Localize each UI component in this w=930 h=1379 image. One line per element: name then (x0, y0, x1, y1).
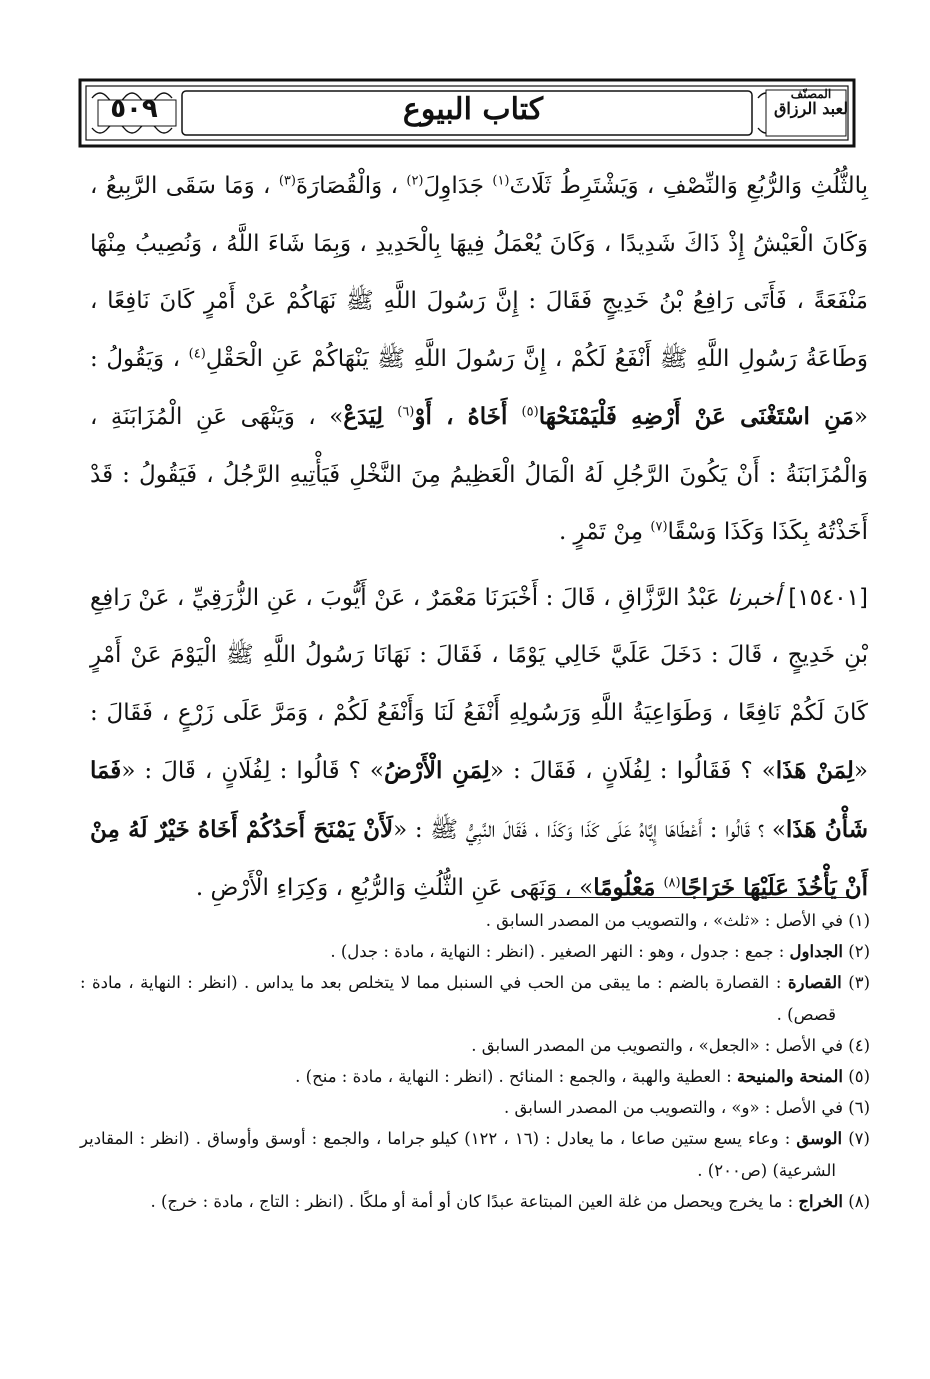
page-header (78, 78, 856, 148)
hadith-quote: لِمَنْ هَذَا (775, 757, 854, 784)
hadith-quote: فَمَا شَأْنُ هَذَا (90, 757, 869, 843)
hadith-quote: لِمَنِ الْأَرْضُ (383, 757, 490, 784)
footnote: (٦) في الأصل : «و» ، والتصويب من المصدر السابق . (503, 1098, 870, 1118)
footnote-ref: (٦) (397, 404, 415, 420)
page-number: ٥٠٩ (110, 94, 158, 124)
book-logo (772, 88, 850, 138)
hadith-entry: [١٥٤٠١] أخبرنا عَبْدُ الرَّزَّاقِ ، قَالَ : أَخْبَرَنَا مَعْمَرٌ ، عَنْ أَيُّوبَ ، عَنِ الزُّرَقِيِّ ، عَنْ رَافِعِ بْنِ خَدِيجٍ ، قَالَ : دَخَلَ عَلَيَّ خَالِي يَوْمًا ، فَقَالَ : نَهَانَا رَسُولُ اللَّهِ ﷺ الْيَوْمَ عَنْ أَمْرٍ كَانَ لَكُمْ نَافِعًا ، وَطَوَاعِيَةُ اللَّهِ وَرَسُولِهِ أَنْفَعُ لَنَا وَأَنْفَعُ لَكُمْ ، وَمَرَّ عَلَى زَرْعٍ ، فَقَالَ : «لِمَنْ هَذَا» ؟ فَقَالُوا : لِفُلَانٍ ، فَقَالَ : «لِمَنِ الْأَرْضُ» ؟ قَالُوا : لِفُلَانٍ ، قَالَ : «فَمَا شَأْنُ هَذَا» ؟ قَالُوا : أَعْطَاهَا إِيَّاهُ عَلَى كَذَا وَكَذَا ، فَقَالَ النَّبِيُّ ﷺ : «لَأَنْ يَمْنَحَ أَحَدُكُمْ أَخَاهُ خَيْرٌ لَهُ مِنْ أَنْ يَأْخُذَ عَلَيْهَا خَرَاجًا$^{(٨)}$ مَعْلُومًا» ، وَنَهَى عَنِ الثُّلُثِ وَالرُّبُعِ ، وَكِرَاءِ الْأَرْضِ . (90, 584, 869, 901)
footnote: (٣) القصارة : القصارة بالضم : ما يبقى من الحب في السنبل مما لا يتخلص بعد ما يداس . (انظر : النهاية ، مادة : قصص) . (80, 973, 871, 1024)
footnote-separator (540, 897, 852, 898)
chapter-title: كتاب البيوع (402, 92, 544, 127)
footnote-ref: (٣) (278, 173, 296, 189)
footnote-ref: (١) (492, 173, 510, 189)
hadith-quote: مَنِ اسْتَغْنَى عَنْ أَرْضِهِ فَلْيَمْنَحْهَا (538, 403, 854, 430)
footnote: (٨) الخراج : ما يخرج ويحصل من غلة العين المبتاعة عبدًا كان أو أمة أو ملكًا . (انظر : التاج ، مادة : خرج) . (150, 1191, 870, 1211)
footnote-ref: (٥) (521, 404, 539, 420)
footnote-ref: (٧) (650, 519, 668, 535)
footnote: (٥) المنحة والمنيحة : العطية والهبة ، والجمع : المنائح . (انظر : النهاية ، مادة : منح) . (295, 1067, 870, 1087)
footnote: (٧) الوسق : وعاء يسع ستين صاعا ، ما يعادل : (١٦ ، ١٢٢) كيلو جراما ، والجمع : أوسق وأوساق . (انظر : المقادير الشرعية) (ص٢٠٠) . (80, 1129, 870, 1180)
footnote: (١) في الأصل : «ثلث» ، والتصويب من المصدر السابق . (485, 911, 870, 930)
footnote-ref: (٢) (406, 173, 424, 189)
logo-line-2: لعبد الرزاق (773, 98, 849, 118)
paragraph-continued: بِالثُّلُثِ وَالرُّبُعِ وَالنِّصْفِ ، وَيَشْتَرِطُ ثَلَاثَ$^{(١)}$ جَدَاوِلَ$^{(٢)}$ ، وَالْقُصَارَةَ$^{(٣)}$ ، وَمَا سَقَى الرَّبِيعُ ، وَكَانَ الْعَيْشُ إِذْ ذَاكَ شَدِيدًا ، وَكَانَ يُعْمَلُ فِيهَا بِالْحَدِيدِ ، وَبِمَا شَاءَ اللَّهُ ، وَنُصِيبُ مِنْهَا مَنْفَعَةً ، فَأَتَى رَافِعُ بْنُ خَدِيجٍ فَقَالَ : إِنَّ رَسُولَ اللَّهِ ﷺ نَهَاكُمْ عَنْ أَمْرٍ كَانَ نَافِعًا ، وَطَاعَةُ رَسُولِ اللَّهِ ﷺ أَنْفَعُ لَكُمْ ، إِنَّ رَسُولَ اللَّهِ ﷺ يَنْهَاكُمْ عَنِ الْحَقْلِ$^{(٤)}$ ، وَيَقُولُ : «مَنِ اسْتَغْنَى عَنْ أَرْضِهِ فَلْيَمْنَحْهَا$^{(٥)}$ أَخَاهُ ، أَوْ$^{(٦)}$ لِيَدَعْ» ، وَيَنْهَى عَنِ الْمُزَابَنَةِ ، وَالْمُزَابَنَةُ : أَنْ يَكُونَ الرَّجُلِ لَهُ الْمَالُ الْعَظِيمُ مِنَ النَّخْلِ فَيَأْتِيهِ الرَّجُلُ ، فَيَقُولُ : قَدْ أَخَذْتُهُ بِكَذَا وَكَذَا وَسْقًا$^{(٧)}$ مِنْ تَمْرٍ . (90, 173, 869, 545)
main-text (90, 158, 868, 918)
footnote: (٤) في الأصل : «الجعل» ، والتصويب من المصدر السابق . (471, 1035, 870, 1055)
hadith-number: [١٥٤٠١] (780, 584, 868, 611)
footnote-ref: (٨) (663, 875, 681, 891)
footnote: (٢) الجداول : جمع : جدول ، وهو : النهر الصغير . (انظر : النهاية ، مادة : جدل) . (330, 942, 870, 962)
hadith-quote: لَأَنْ يَمْنَحَ أَحَدُكُمْ أَخَاهُ خَيْرٌ لَهُ مِنْ أَنْ يَأْخُذَ عَلَيْهَا خَرَاجًا (90, 815, 868, 901)
footnotes (80, 905, 870, 1217)
logo-line-1: المصنّف (790, 87, 832, 101)
footnote-ref: (٤) (188, 345, 206, 361)
